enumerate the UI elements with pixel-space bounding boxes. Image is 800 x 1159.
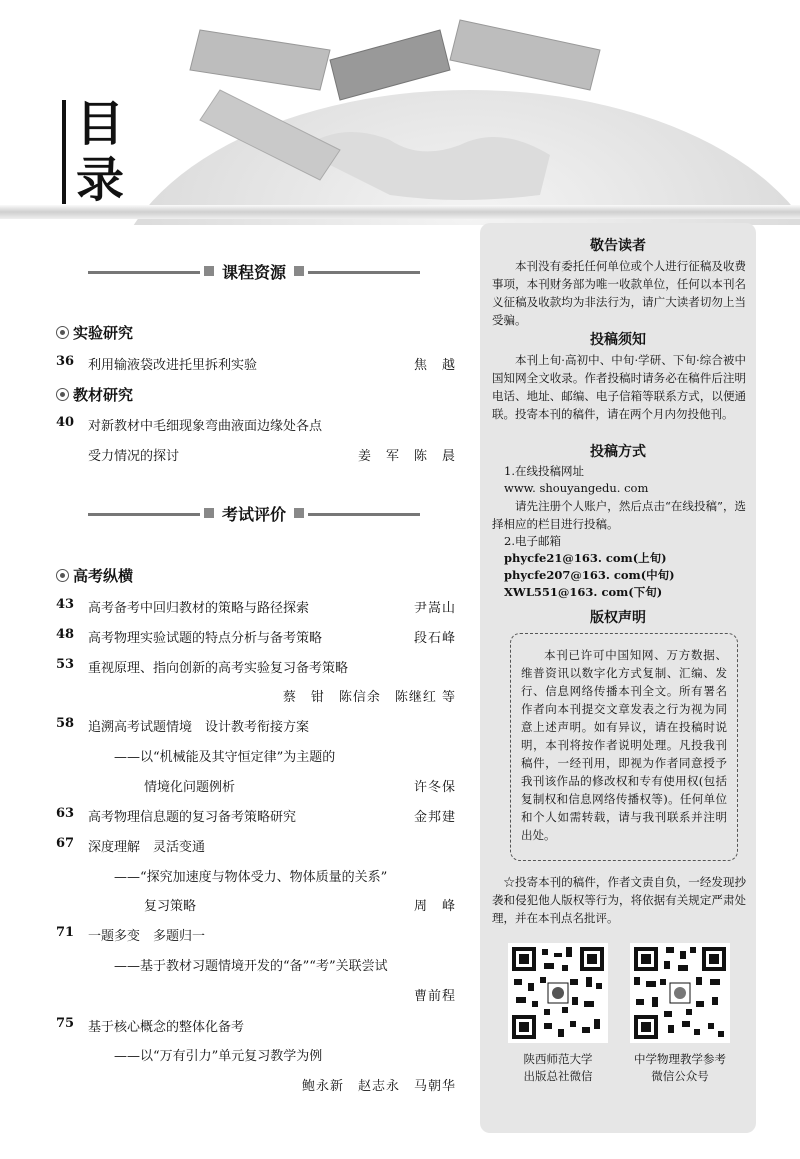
category-experiment-research: 实验研究 bbox=[56, 322, 133, 343]
article-title: 基于核心概念的整体化备考 bbox=[88, 1020, 245, 1035]
divider bbox=[308, 271, 420, 274]
toc-entry[interactable] bbox=[56, 415, 456, 437]
toc-entry-cont[interactable] bbox=[56, 686, 456, 708]
article-author: 金邦建 bbox=[413, 810, 456, 825]
toc-entry-cont[interactable] bbox=[56, 955, 456, 977]
page-number: 75 bbox=[56, 1016, 75, 1031]
qr-code-icon bbox=[508, 943, 608, 1043]
toc-entry-cont[interactable] bbox=[56, 866, 456, 888]
toc-entry-cont[interactable] bbox=[56, 895, 456, 917]
title-accent-bar bbox=[62, 100, 66, 204]
page-number: 58 bbox=[56, 716, 75, 731]
toc-entry[interactable] bbox=[56, 925, 456, 947]
email-link[interactable]: phycfe21@163. com(上旬) bbox=[504, 551, 667, 565]
qr-right-caption: 中学物理教学参考 微信公众号 bbox=[634, 1052, 726, 1083]
header-banner bbox=[0, 0, 800, 225]
info-sidebar bbox=[480, 223, 756, 1133]
toc-entry-cont[interactable] bbox=[56, 1045, 456, 1067]
section-header-exam-evaluation bbox=[88, 504, 420, 524]
copyright-text: 本刊已许可中国知网、万方数据、维普资讯以数字化方式复制、汇编、发行、信息网络传播本刊全文。所有署名作者向本刊提交文章发表之行为视为同意上述声明。如有异议，请在投稿时说明，本刊将按作者说明处理。凡投我刊稿件，一经刊用，即视为作者同意授予我刊该作品的修改权和专有使用权(包括复制权和信息网络传播权等)。任何单位和个人如需转载，请与我刊联系并注明出处。 bbox=[521, 648, 727, 842]
category-textbook-research: 教材研究 bbox=[56, 384, 133, 405]
title-char-2: 录 bbox=[76, 152, 125, 208]
email-link[interactable]: phycfe207@163. com(中旬) bbox=[504, 568, 675, 582]
article-title: 一题多变 多题归一 bbox=[88, 929, 206, 944]
toc-entry-cont[interactable] bbox=[56, 445, 456, 467]
article-title: 追溯高考试题情境 设计教考衔接方案 bbox=[88, 720, 310, 735]
website-link[interactable]: www. shouyangedu. com bbox=[504, 481, 649, 495]
page-number: 67 bbox=[56, 836, 75, 851]
qr-code-right[interactable] bbox=[630, 943, 730, 1043]
toc-entry[interactable] bbox=[56, 1016, 456, 1038]
divider bbox=[88, 513, 200, 516]
toc-entry[interactable] bbox=[56, 836, 456, 858]
page-number: 53 bbox=[56, 657, 75, 672]
section-title: 考试评价 bbox=[221, 505, 286, 524]
article-title: 重视原理、指向创新的高考实验复习备考策略 bbox=[88, 661, 349, 676]
article-author: 蔡 钳 陈信余 陈继红 等 bbox=[282, 690, 456, 705]
article-title-cont: 受力情况的探讨 bbox=[88, 449, 180, 464]
circle-bullet-icon bbox=[56, 569, 69, 582]
method-email-label: 2.电子邮箱 bbox=[504, 534, 561, 548]
article-author: 曹前程 bbox=[413, 989, 456, 1004]
square-bullet-icon bbox=[294, 508, 304, 518]
page-number: 48 bbox=[56, 627, 75, 642]
notice-title: 敬告读者 bbox=[590, 238, 646, 254]
article-author: 焦 越 bbox=[413, 358, 456, 373]
copyright-title: 版权声明 bbox=[590, 610, 646, 626]
article-title: 利用输液袋改进托里拆利实验 bbox=[88, 358, 258, 373]
method-online-desc: 请先注册个人账户，然后点击“在线投稿”，选择相应的栏目进行投稿。 bbox=[492, 499, 746, 531]
section-title: 课程资源 bbox=[221, 263, 286, 282]
circle-bullet-icon bbox=[56, 326, 69, 339]
toc-entry-cont[interactable] bbox=[56, 1075, 456, 1097]
toc-entry[interactable] bbox=[56, 354, 456, 376]
warning-text: ☆投寄本刊的稿件，作者文责自负，一经发现抄袭和侵犯他人版权等行为，将依据有关规定严肃处理，并在本刊点名批评。 bbox=[492, 875, 746, 925]
article-title: 高考物理信息题的复习备考策略研究 bbox=[88, 810, 297, 825]
submit-text: 本刊上旬·高初中、中旬·学研、下旬·综合被中国知网全文收录。作者投稿时请务必在稿件后注明电话、地址、邮编、电子信箱等联系方式，以便通联。投寄本刊的稿件，请在两个月内勿投他刊。 bbox=[492, 353, 746, 421]
article-author: 鲍永新 赵志永 马朝华 bbox=[301, 1079, 456, 1094]
category-gaokao: 高考纵横 bbox=[56, 565, 133, 586]
qr-code-icon bbox=[630, 943, 730, 1043]
toc-entry[interactable] bbox=[56, 716, 456, 738]
toc-entry-cont[interactable] bbox=[56, 746, 456, 768]
toc-entry-cont[interactable] bbox=[56, 776, 456, 798]
toc-entry[interactable] bbox=[56, 657, 456, 679]
toc-entry[interactable] bbox=[56, 627, 456, 649]
page-number: 63 bbox=[56, 806, 75, 821]
email-link[interactable]: XWL551@163. com(下旬) bbox=[504, 585, 663, 599]
circle-bullet-icon bbox=[56, 388, 69, 401]
submit-title: 投稿须知 bbox=[590, 332, 646, 348]
method-title: 投稿方式 bbox=[590, 444, 646, 460]
article-author: 段石峰 bbox=[413, 631, 456, 646]
page-number: 71 bbox=[56, 925, 75, 940]
article-subtitle: ——以“万有引力”单元复习教学为例 bbox=[114, 1049, 323, 1064]
article-title: 深度理解 灵活变通 bbox=[88, 840, 206, 855]
square-bullet-icon bbox=[204, 508, 214, 518]
article-subtitle: ——“探究加速度与物体受力、物体质量的关系” bbox=[114, 870, 388, 885]
article-author: 姜 军 陈 晨 bbox=[357, 449, 456, 464]
toc-entry-cont[interactable] bbox=[56, 985, 456, 1007]
toc-entry[interactable] bbox=[56, 806, 456, 828]
article-subtitle: ——基于教材习题情境开发的“备”“考”关联尝试 bbox=[114, 959, 388, 974]
page-title bbox=[76, 96, 124, 208]
method-online-label: 1.在线投稿网址 bbox=[504, 464, 584, 478]
article-subtitle-cont: 复习策略 bbox=[144, 899, 197, 914]
page-number: 36 bbox=[56, 354, 75, 369]
qr-code-left[interactable] bbox=[508, 943, 608, 1043]
title-char-1: 目 bbox=[76, 96, 125, 152]
article-author: 许冬保 bbox=[413, 780, 456, 795]
article-author: 尹嵩山 bbox=[413, 601, 456, 616]
divider bbox=[88, 271, 200, 274]
section-header-course-resources bbox=[88, 262, 420, 282]
toc-entry[interactable] bbox=[56, 597, 456, 619]
article-title: 高考物理实验试题的特点分析与备考策略 bbox=[88, 631, 323, 646]
article-title: 高考备考中回归教材的策略与路径探索 bbox=[88, 601, 310, 616]
article-title: 对新教材中毛细现象弯曲液面边缘处各点 bbox=[88, 419, 323, 434]
page-number: 43 bbox=[56, 597, 75, 612]
article-subtitle-cont: 情境化问题例析 bbox=[144, 780, 236, 795]
square-bullet-icon bbox=[204, 266, 214, 276]
page-number: 40 bbox=[56, 415, 75, 430]
square-bullet-icon bbox=[294, 266, 304, 276]
article-subtitle: ——以“机械能及其守恒定律”为主题的 bbox=[114, 750, 336, 765]
qr-left-caption: 陕西师范大学 出版总社微信 bbox=[523, 1052, 593, 1083]
notice-text: 本刊没有委托任何单位或个人进行征稿及收费事项，本刊财务部为唯一收款单位，任何以本刊名义征稿及收款均为非法行为，请广大读者切勿上当受骗。 bbox=[492, 259, 746, 327]
divider bbox=[308, 513, 420, 516]
article-author: 周 峰 bbox=[413, 899, 456, 914]
copyright-frame bbox=[510, 633, 738, 861]
